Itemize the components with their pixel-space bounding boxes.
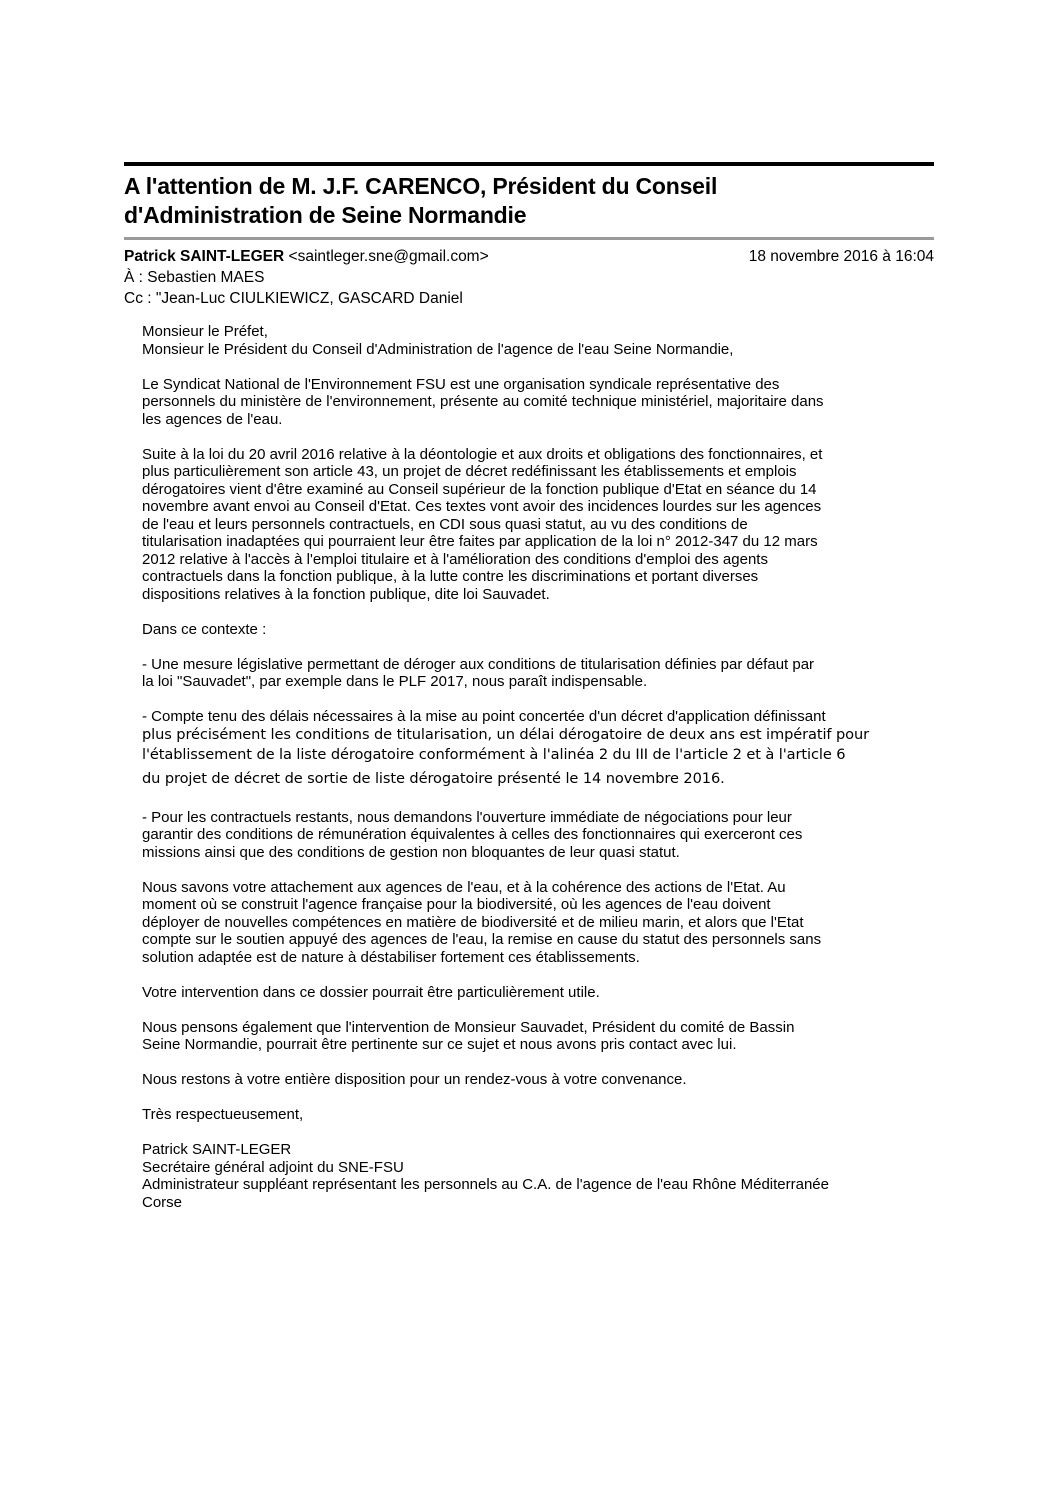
text-line: Nous savons votre attachement aux agences de l'eau, et à la cohérence des actions de l'Etat. Au [142, 878, 786, 896]
subject-line: d'Administration de Seine Normandie [124, 202, 527, 228]
text-line: moment où se construit l'agence française pour la biodiversité, où les agences de l'eau doivent [142, 896, 771, 913]
paragraph [142, 879, 932, 967]
sent-date: 18 novembre 2016 à 16:04 [748, 248, 934, 265]
paragraph [142, 809, 932, 862]
text-line: Monsieur le Préfet, [142, 323, 268, 340]
text-line: les agences de l'eau. [142, 410, 283, 428]
sender-name: Patrick SAINT-LEGER [124, 248, 285, 265]
subject-line: A l'attention de M. J.F. CARENCO, Président du Conseil [124, 173, 718, 199]
email-subject [124, 172, 934, 230]
text-line: Très respectueusement, [142, 1106, 304, 1123]
paragraph [142, 1071, 932, 1089]
text-line: du projet de décret de sortie de liste dérogatoire présenté le 14 novembre 2016. [142, 770, 725, 787]
text-line: déployer de nouvelles compétences en matière de biodiversité et de milieu marin, et alors que l'Etat [142, 913, 804, 931]
text-line: Nous pensons également que l'intervention de Monsieur Sauvadet, Président du comité de Bassin [142, 1018, 795, 1036]
closing [142, 1106, 932, 1124]
text-line: dispositions relatives à la fonction publique, dite loi Sauvadet. [142, 585, 550, 603]
to-row: À : Sebastien MAES [124, 269, 265, 286]
header-rule [124, 237, 934, 240]
paragraph [142, 656, 932, 691]
paragraph [142, 376, 932, 429]
text-line: titularisation inadaptées qui pourraient leur être faites par application de la loi n° 2012-347 du 12 mars [142, 533, 818, 550]
text-line: plus particulièrement son article 43, un projet de décret redéfinissant les établissements et emplois [142, 463, 797, 480]
email-header [124, 246, 934, 309]
sender-email[interactable]: <saintleger.sne@gmail.com> [288, 248, 489, 265]
text-line: - Compte tenu des délais nécessaires à la mise au point concertée d'un décret d'application définissant [142, 708, 826, 725]
from-row [124, 246, 934, 267]
paragraph [142, 621, 932, 639]
signature [142, 1141, 932, 1211]
text-line: la loi "Sauvadet", par exemple dans le PLF 2017, nous paraît indispensable. [142, 673, 648, 690]
text-line: compte sur le soutien appuyé des agences de l'eau, la remise en cause du statut des personnels sans [142, 931, 822, 948]
signature-role: Administrateur suppléant représentant les personnels au C.A. de l'agence de l'eau Rhône Méditerranée [142, 1176, 829, 1193]
paragraph [142, 1019, 932, 1054]
text-line: missions ainsi que des conditions de gestion non bloquantes de leur quasi statut. [142, 843, 680, 861]
text-line: Le Syndicat National de l'Environnement FSU est une organisation syndicale représentative des [142, 375, 780, 393]
paragraph [142, 708, 932, 791]
text-line: Nous restons à votre entière disposition pour un rendez-vous à votre convenance. [142, 1071, 687, 1088]
paragraph [142, 446, 932, 604]
text-line: solution adaptée est de nature à déstabiliser fortement ces établissements. [142, 948, 640, 966]
text-line: Votre intervention dans ce dossier pourrait être particulièrement utile. [142, 983, 600, 1001]
text-line: Dans ce contexte : [142, 620, 267, 638]
text-line: 2012 relative à l'accès à l'emploi titulaire et à l'amélioration des conditions d'emploi des agents [142, 550, 768, 568]
salutation [142, 323, 932, 358]
text-line: dérogatoires vient d'être examiné au Conseil supérieur de la fonction publique d'Etat en séance du 14 [142, 480, 817, 498]
text-line: Seine Normandie, pourrait être pertinente sur ce sujet et nous avons pris contact avec lui. [142, 1036, 737, 1053]
signature-name: Patrick SAINT-LEGER [142, 1141, 292, 1158]
text-line: - Pour les contractuels restants, nous demandons l'ouverture immédiate de négociations pour leur [142, 808, 792, 826]
text-line: Suite à la loi du 20 avril 2016 relative à la déontologie et aux droits et obligations des fonctionnaires, et [142, 445, 823, 463]
cc-row: Cc : "Jean-Luc CIULKIEWICZ, GASCARD Daniel [124, 290, 463, 307]
email-body [142, 323, 932, 1211]
signature-title: Secrétaire général adjoint du SNE-FSU [142, 1158, 404, 1176]
text-line: contractuels dans la fonction publique, à la lutte contre les discriminations et portant diverses [142, 568, 759, 585]
text-line: de l'eau et leurs personnels contractuels, en CDI sous quasi statut, au vu des conditions de [142, 515, 748, 533]
text-line: plus précisément les conditions de titularisation, un délai dérogatoire de deux ans est impératif pour [142, 725, 870, 743]
text-line: - Une mesure législative permettant de déroger aux conditions de titularisation définies par défaut par [142, 655, 815, 673]
text-line: garantir des conditions de rémunération équivalentes à celles des fonctionnaires qui exerceront ces [142, 826, 803, 843]
signature-role: Corse [142, 1193, 183, 1211]
text-line: personnels du ministère de l'environnement, présente au comité technique ministériel, majoritaire dans [142, 393, 824, 410]
top-rule [124, 162, 934, 166]
paragraph [142, 984, 932, 1002]
text-line: Monsieur le Président du Conseil d'Administration de l'agence de l'eau Seine Normandie, [142, 340, 734, 358]
text-line: l'établissement de la liste dérogatoire conformément à l'alinéa 2 du III de l'article 2 et à l'article 6 [142, 746, 846, 763]
text-line: novembre avant envoi au Conseil d'Etat. Ces textes vont avoir des incidences lourdes sur les agences [142, 498, 822, 515]
